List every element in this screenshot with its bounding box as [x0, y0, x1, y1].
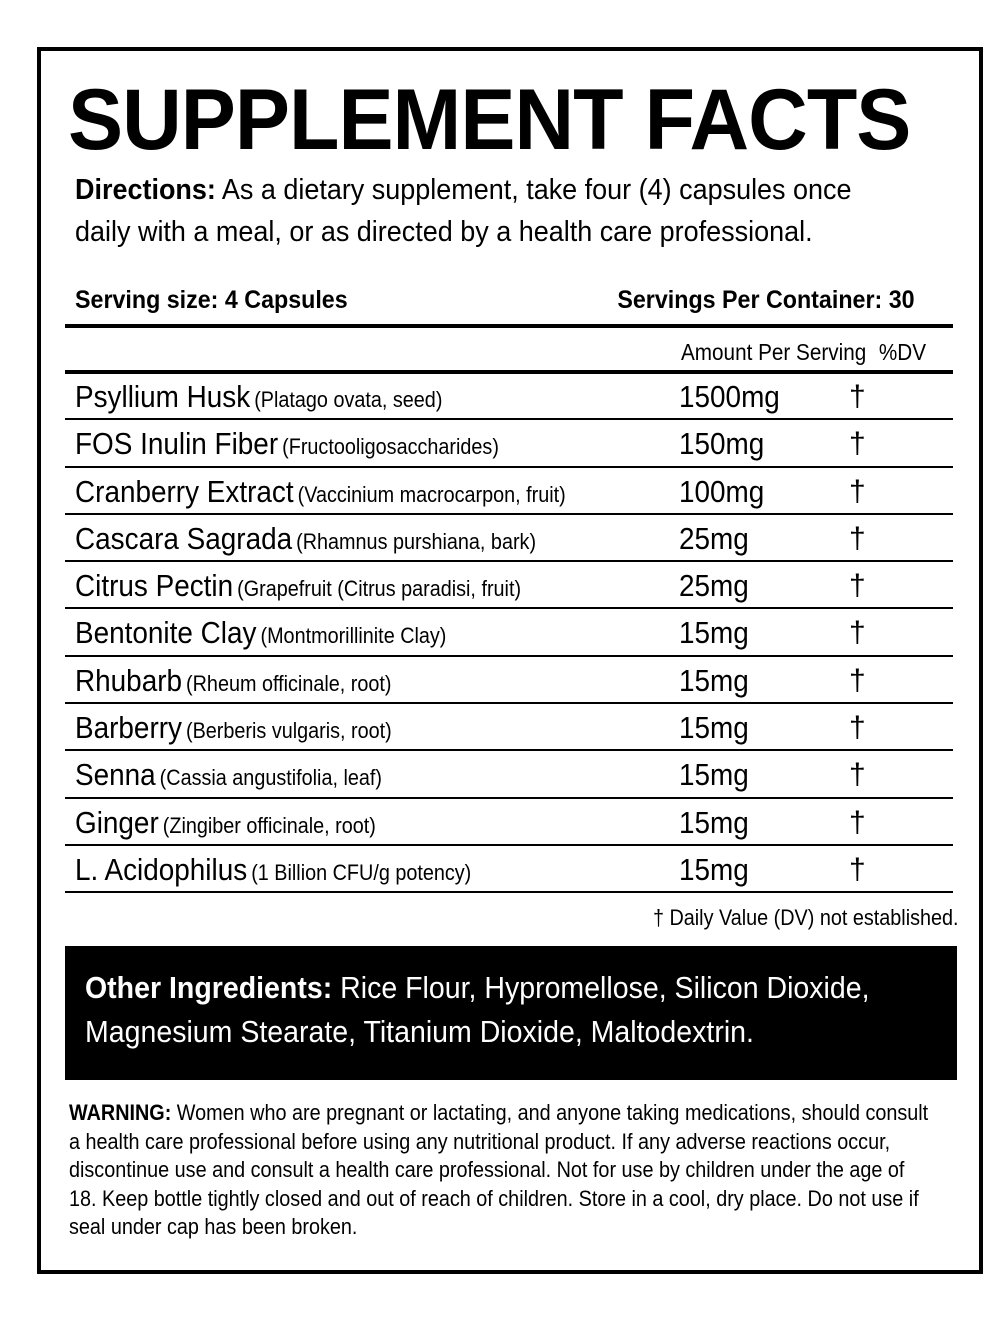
warning-text: [69, 1099, 933, 1242]
ingredient-amount: 15mg: [679, 757, 749, 793]
ingredient-amount: 25mg: [679, 520, 749, 556]
servings-per-container: Servings Per Container: 30: [617, 286, 915, 314]
ingredient-main-name: Cranberry Extract: [75, 473, 294, 509]
ingredient-name: [75, 613, 446, 656]
ingredient-amount: 15mg: [679, 662, 749, 698]
ingredient-name: [75, 708, 392, 751]
ingredient-name: [75, 850, 471, 893]
warning-body: Women who are pregnant or lactating, and anyone taking medications, should consult a health care professional before using any nutritional product. If any adverse reactions occur, discontinue use and consult a health care professional. Not for use by children under the age of 18. Keep bottle tightly closed and out of reach of children. Store in a cool, dry place. Do not use if seal under cap has been broken.: [69, 1100, 929, 1239]
table-row: [65, 373, 953, 420]
ingredient-amount: 15mg: [679, 710, 749, 746]
header-divider: [65, 324, 953, 328]
table-row: [65, 657, 953, 704]
ingredients-table: [65, 373, 953, 893]
ingredient-main-name: Ginger: [75, 804, 159, 840]
ingredient-main-name: Cascara Sagrada: [75, 520, 293, 556]
table-row: [65, 846, 953, 893]
ingredient-main-name: Rhubarb: [75, 662, 183, 698]
ingredient-main-name: FOS Inulin Fiber: [75, 426, 279, 462]
ingredient-detail: (Platago ovata, seed): [254, 387, 443, 412]
table-row: [65, 515, 953, 562]
ingredient-amount: 25mg: [679, 568, 749, 604]
dv-footnote: † Daily Value (DV) not established.: [653, 905, 959, 930]
ingredient-dv: †: [849, 474, 866, 508]
serving-size: Serving size: 4 Capsules: [75, 286, 348, 314]
ingredient-detail: (Grapefruit (Citrus paradisi, fruit): [237, 576, 522, 602]
ingredient-detail: (Cassia angustifolia, leaf): [159, 765, 382, 791]
ingredient-amount: 15mg: [679, 851, 749, 887]
ingredient-dv: †: [849, 805, 866, 839]
amount-per-serving-header: Amount Per Serving: [681, 339, 867, 365]
ingredient-detail: (Zingiber officinale, root): [162, 812, 376, 838]
ingredient-dv: †: [849, 569, 866, 603]
ingredient-dv: †: [849, 663, 866, 697]
ingredient-main-name: Bentonite Clay: [75, 615, 257, 651]
ingredient-amount: 1500mg: [679, 379, 780, 414]
ingredient-main-name: Citrus Pectin: [75, 568, 234, 604]
ingredient-dv: †: [849, 380, 866, 413]
warning-label: WARNING:: [69, 1100, 172, 1125]
ingredient-name: [75, 661, 391, 704]
ingredient-detail: (Rheum officinale, root): [186, 670, 392, 696]
ingredient-dv: †: [849, 758, 866, 792]
ingredient-main-name: L. Acidophilus: [75, 851, 248, 887]
ingredient-name: [75, 424, 499, 467]
directions-text: [75, 169, 875, 253]
ingredient-dv: †: [849, 711, 866, 745]
ingredient-detail: (Rhamnus purshiana, bark): [296, 528, 537, 554]
supplement-facts-panel: [37, 47, 983, 1274]
ingredient-dv: †: [849, 427, 866, 461]
table-row: [65, 562, 953, 609]
ingredient-amount: 150mg: [679, 426, 765, 462]
ingredient-detail: (Fructooligosaccharides): [282, 434, 499, 460]
other-ingredients-label: Other Ingredients:: [85, 970, 333, 1005]
ingredient-amount: 15mg: [679, 615, 749, 651]
ingredient-detail: (Montmorillinite Clay): [260, 623, 447, 649]
ingredient-name: [75, 755, 382, 798]
ingredient-amount: 100mg: [679, 473, 765, 509]
ingredient-main-name: Psyllium Husk: [75, 379, 251, 414]
other-ingredients-body: Rice Flour, Hypromellose, Silicon Dioxide, Magnesium Stearate, Titanium Dioxide, Maltodextrin.: [85, 970, 870, 1049]
ingredient-main-name: Senna: [75, 757, 156, 793]
ingredient-main-name: Barberry: [75, 710, 182, 746]
other-ingredients-box: [65, 946, 957, 1080]
directions-label: Directions:: [75, 174, 216, 206]
ingredient-name: [75, 472, 566, 515]
ingredient-name: [75, 377, 442, 420]
directions-body: As a dietary supplement, take four (4) capsules once daily with a meal, or as directed by a health care professional.: [75, 174, 852, 248]
ingredient-detail: (Vaccinium macrocarpon, fruit): [297, 481, 566, 507]
ingredient-amount: 15mg: [679, 804, 749, 840]
dv-header: %DV: [878, 339, 927, 365]
ingredient-detail: (1 Billion CFU/g potency): [251, 859, 472, 885]
serving-info: [75, 283, 915, 317]
ingredient-detail: (Berberis vulgaris, root): [185, 718, 392, 744]
table-row: [65, 468, 953, 515]
ingredient-name: [75, 566, 521, 609]
table-header: [681, 337, 927, 367]
ingredient-name: [75, 519, 536, 562]
other-ingredients-text: [85, 966, 913, 1054]
table-row: [65, 751, 953, 798]
ingredient-dv: †: [849, 616, 866, 650]
ingredient-dv: †: [849, 521, 866, 555]
table-row: [65, 420, 953, 467]
ingredient-dv: †: [849, 852, 866, 886]
ingredient-name: [75, 803, 376, 846]
table-row: [65, 704, 953, 751]
page-title: SUPPLEMENT FACTS: [68, 72, 911, 168]
table-row: [65, 609, 953, 656]
table-row: [65, 799, 953, 846]
